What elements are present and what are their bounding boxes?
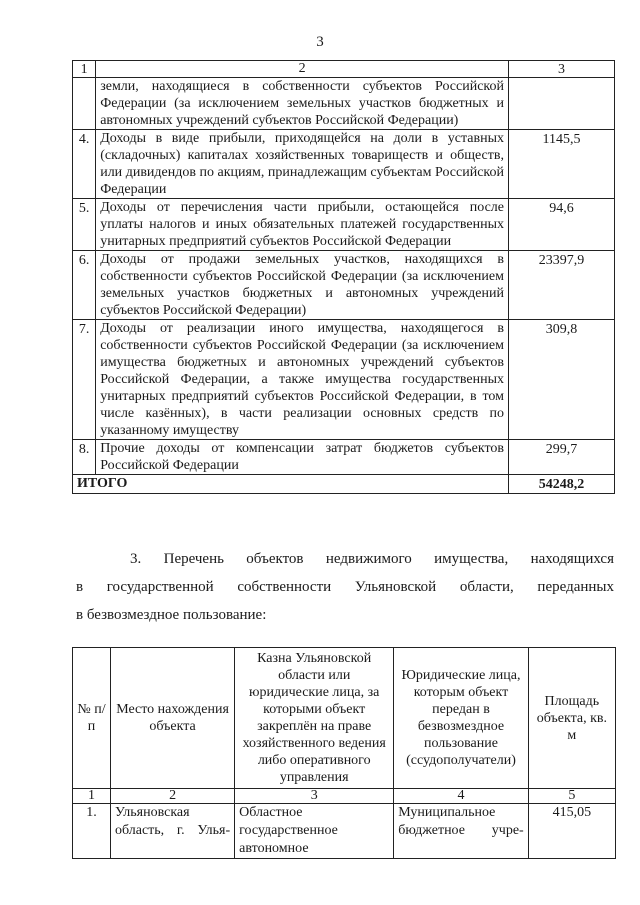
row-location: Ульяновская область, г. Улья- bbox=[110, 804, 234, 859]
column-number: 3 bbox=[235, 789, 394, 804]
header-number: № п/п bbox=[73, 648, 111, 789]
row-text: Доходы от перечисления части прибыли, остающейся после уплаты налогов и иных обязательных платежей государственных унитарных предприятий субъектов Российской Федерации bbox=[96, 199, 509, 251]
row-number: 5. bbox=[73, 199, 96, 251]
column-number-3: 3 bbox=[509, 61, 615, 78]
section-paragraph bbox=[76, 545, 614, 629]
row-holder: Областное государственное автономное bbox=[235, 804, 394, 859]
row-number: 8. bbox=[73, 440, 96, 475]
total-label: ИТОГО bbox=[73, 475, 509, 494]
page-number: 3 bbox=[316, 34, 324, 50]
row-value: 299,7 bbox=[509, 440, 615, 475]
row-value bbox=[509, 78, 615, 130]
paragraph-line: 3. Перечень объектов недвижимого имущества, находящихся bbox=[130, 551, 614, 567]
row-number bbox=[73, 78, 96, 130]
paragraph-line: в государственной собственности Ульяновской области, переданных bbox=[76, 579, 614, 595]
column-number: 4 bbox=[394, 789, 528, 804]
table-row bbox=[73, 199, 615, 251]
table-row bbox=[73, 251, 615, 320]
header-location: Место нахождения объекта bbox=[110, 648, 234, 789]
column-numbers-row bbox=[73, 789, 616, 804]
header-holder: Казна Ульяновской области или юридические лица, за которыми объект закреплён на праве хозяйственного ведения либо оперативного управления bbox=[235, 648, 394, 789]
property-table bbox=[72, 647, 616, 859]
column-number-2: 2 bbox=[96, 61, 509, 78]
table-header-row bbox=[73, 61, 615, 78]
table-row bbox=[73, 78, 615, 130]
table-row bbox=[73, 320, 615, 440]
table-header-row bbox=[73, 648, 616, 789]
total-value: 54248,2 bbox=[509, 475, 615, 494]
row-text: Доходы от продажи земельных участков, находящихся в собственности субъектов Российской Федерации (за исключением земельных участков бюджетных и автономных учреждений субъектов Российской Федерации) bbox=[96, 251, 509, 320]
row-value: 23397,9 bbox=[509, 251, 615, 320]
row-user: Муниципальное бюджетное учре- bbox=[394, 804, 528, 859]
row-value: 309,8 bbox=[509, 320, 615, 440]
header-user: Юридические лица, которым объект передан в безвозмездное пользование (ссудополучатели) bbox=[394, 648, 528, 789]
row-text: Доходы в виде прибыли, приходящейся на доли в уставных (складочных) капиталах хозяйственных товариществ и обществ, или дивидендов по акциям, принадлежащим субъектам Российской Федерации bbox=[96, 130, 509, 199]
header-area: Площадь объекта, кв. м bbox=[528, 648, 615, 789]
table-row bbox=[73, 804, 616, 859]
column-number-1: 1 bbox=[73, 61, 96, 78]
row-text: Доходы от реализации иного имущества, находящегося в собственности субъектов Российской Федерации (за исключением имущества бюджетных и автономных учреждений субъектов Российской Федерации, а также имущества государственных унитарных предприятий субъектов Российской Федерации, в том числе казённых), в части реализации основных средств по указанному имуществу bbox=[96, 320, 509, 440]
row-number: 1. bbox=[73, 804, 111, 859]
row-area: 415,05 bbox=[528, 804, 615, 859]
column-number: 2 bbox=[110, 789, 234, 804]
revenue-table bbox=[72, 60, 615, 494]
row-value: 1145,5 bbox=[509, 130, 615, 199]
column-number: 5 bbox=[528, 789, 615, 804]
row-value: 94,6 bbox=[509, 199, 615, 251]
row-text: земли, находящиеся в собственности субъектов Российской Федерации (за исключением земельных участков бюджетных и автономных учреждений субъектов Российской Федерации) bbox=[96, 78, 509, 130]
column-number: 1 bbox=[73, 789, 111, 804]
row-number: 6. bbox=[73, 251, 96, 320]
table-row bbox=[73, 440, 615, 475]
row-number: 7. bbox=[73, 320, 96, 440]
row-text: Прочие доходы от компенсации затрат бюджетов субъектов Российской Федерации bbox=[96, 440, 509, 475]
row-number: 4. bbox=[73, 130, 96, 199]
table-row bbox=[73, 130, 615, 199]
paragraph-line: в безвозмездное пользование: bbox=[76, 607, 267, 623]
total-row bbox=[73, 475, 615, 494]
